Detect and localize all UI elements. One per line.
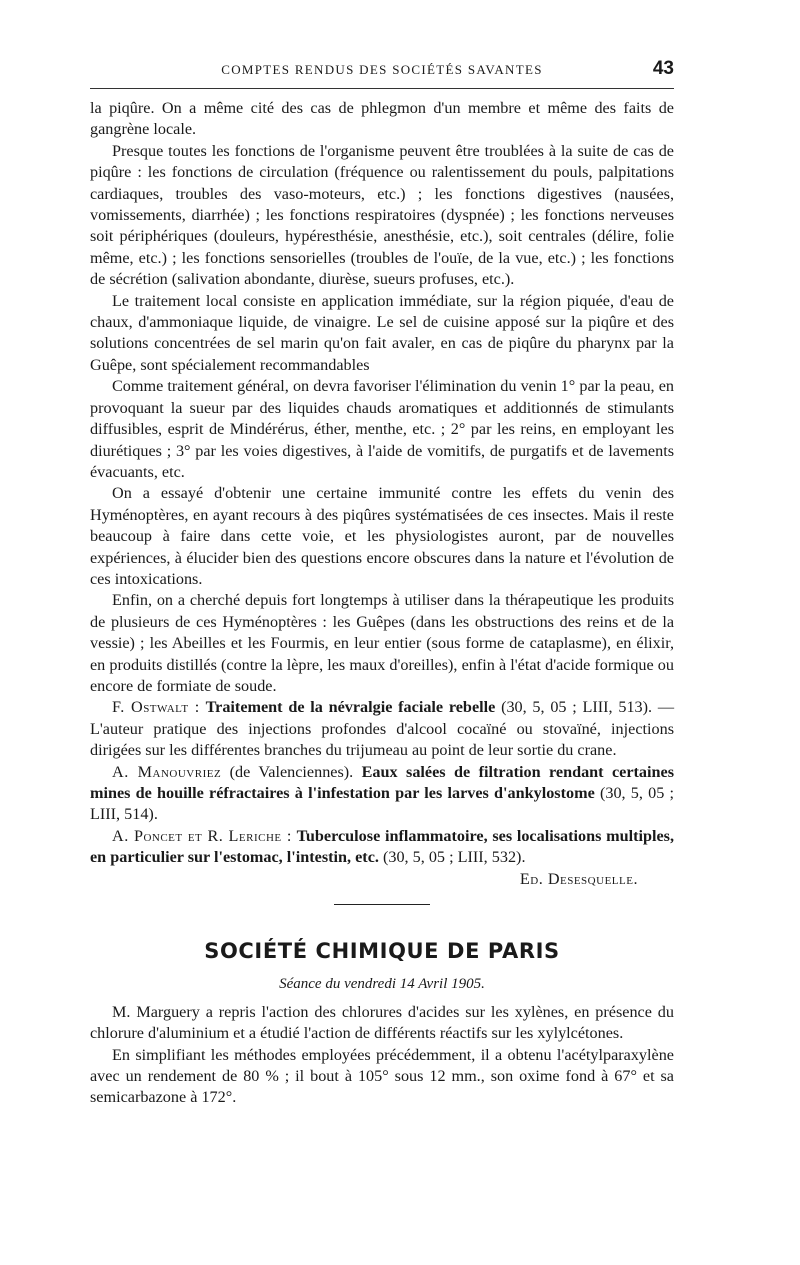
reference-ostwalt: [90, 697, 674, 761]
reference-author: A. Manouvriez: [112, 762, 222, 781]
society-heading: SOCIÉTÉ CHIMIQUE DE PARIS: [204, 939, 560, 964]
page-number: 43: [652, 58, 674, 79]
paragraph-5: On a essayé d'obtenir une certaine immunité contre les effets du venin des Hyménoptères, en ayant recours à des piqûres systématisées de ces insectes. Mais il reste beaucoup à faire dans cette voie, et les physiologistes auront, par de nouvelles expériences, à élucider bien des questions encore obscures dans la nature et l'évolution de ces intoxications.: [90, 484, 674, 588]
header-rule: [90, 88, 674, 89]
reference-poncet-leriche: [90, 826, 674, 869]
reference-author: A. Poncet et R. Leriche :: [112, 826, 292, 845]
reference-abstract: — L'auteur pratique des injections profondes d'alcool cocaïné ou stovaïné, injections dirigées sur les différentes branches du trijumeau au point de leur sortie du crane.: [90, 698, 675, 760]
section-divider: [334, 904, 430, 905]
reference-title: Tuberculose inflammatoire, ses localisations multiples, en particulier sur l'estomac, l'intestin, etc.: [90, 826, 674, 867]
society-paragraph-1: M. Marguery a repris l'action des chlorures d'acides sur les xylènes, en présence du chlorure d'aluminium et a étudié l'action de différents réactifs sur les xylylcétones.: [90, 1002, 674, 1043]
reference-source: (30, 5, 05 ; LIII, 514).: [90, 784, 675, 824]
reference-title: Traitement de la névralgie faciale rebelle: [205, 698, 496, 717]
paragraph-1: la piqûre. On a même cité des cas de phlegmon d'un membre et même des faits de gangrène locale.: [90, 99, 674, 139]
session-date: Séance du vendredi 14 Avril 1905.: [279, 976, 485, 993]
paragraph-4: Comme traitement général, on devra favoriser l'élimination du venin 1° par la peau, en provoquant la sueur par des liquides chauds aromatiques et additionnés de stimulants diffusibles, esprit de Mindérérus, éther, menthe, etc. ; 2° par les reins, en employant les diurétiques ; 3° par les voies digestives, à l'aide de vomitifs, de purgatifs et de lavements évacuants, etc.: [90, 377, 674, 481]
reference-title: Eaux salées de filtration rendant certaines mines de houille réfractaires à l'infestation par les larves d'ankylostome: [90, 762, 674, 802]
page-header: [90, 58, 674, 84]
reference-source: (30, 5, 05 ; LIII, 532).: [382, 848, 526, 867]
paragraph-2: Presque toutes les fonctions de l'organisme peuvent être troublées à la suite de cas de piqûre : les fonctions de circulation (fréquence ou ralentissement du pouls, palpitations cardiaques, troubles des vaso-moteurs, etc.) ; les fonctions digestives (nausées, vomissements, diarrhée) ; les fonctions respiratoires (dyspnée) ; les fonctions nerveuses soit périphériques (douleurs, hypéresthésie, anesthésie, etc.), soit centrales (délire, folie même, etc.) ; les fonctions sensorielles (troubles de l'ouïe, de la vue, etc.) ; les fonctions de sécrétion (salivation abondante, diurèse, sueurs profuses, etc.).: [90, 141, 674, 289]
paragraph-6: Enfin, on a cherché depuis fort longtemps à utiliser dans la thérapeutique les produits de plusieurs de ces Hyménoptères : les Guêpes (dans les obstructions des reins et de la vessie) ; les Abeilles et les Fourmis, en leur entier (sous forme de cataplasme), en élixir, en produits distillés (contre la lèpre, les maux d'oreilles), enfin à l'état d'acide formique ou encore de formiate de soude.: [90, 591, 674, 695]
reference-author: F. Ostwalt :: [112, 698, 200, 717]
society-paragraph-2: En simplifiant les méthodes employées précédemment, il a obtenu l'acétylparaxylène avec un rendement de 80 % ; il bout à 105° sous 12 mm., son oxime fond à 67° et sa semicarbazone à 172°.: [90, 1045, 674, 1107]
body-text: [90, 98, 674, 1109]
reference-affiliation: (de Valenciennes).: [229, 762, 354, 781]
signature: Ed. Desesquelle.: [519, 869, 638, 888]
reference-manouvriez: [90, 762, 674, 826]
running-title: COMPTES RENDUS DES SOCIÉTÉS SAVANTES: [221, 62, 543, 77]
paragraph-3: Le traitement local consiste en application immédiate, sur la région piquée, d'eau de chaux, d'ammoniaque liquide, de vinaigre. Le sel de cuisine apposé sur la piqûre et des solutions concentrées de sel marin qu'on fait avaler, en cas de piqûre du pharynx par la Guêpe, sont spécialement recommandables: [90, 291, 674, 374]
reference-source: (30, 5, 05 ; LIII, 513).: [501, 698, 653, 717]
